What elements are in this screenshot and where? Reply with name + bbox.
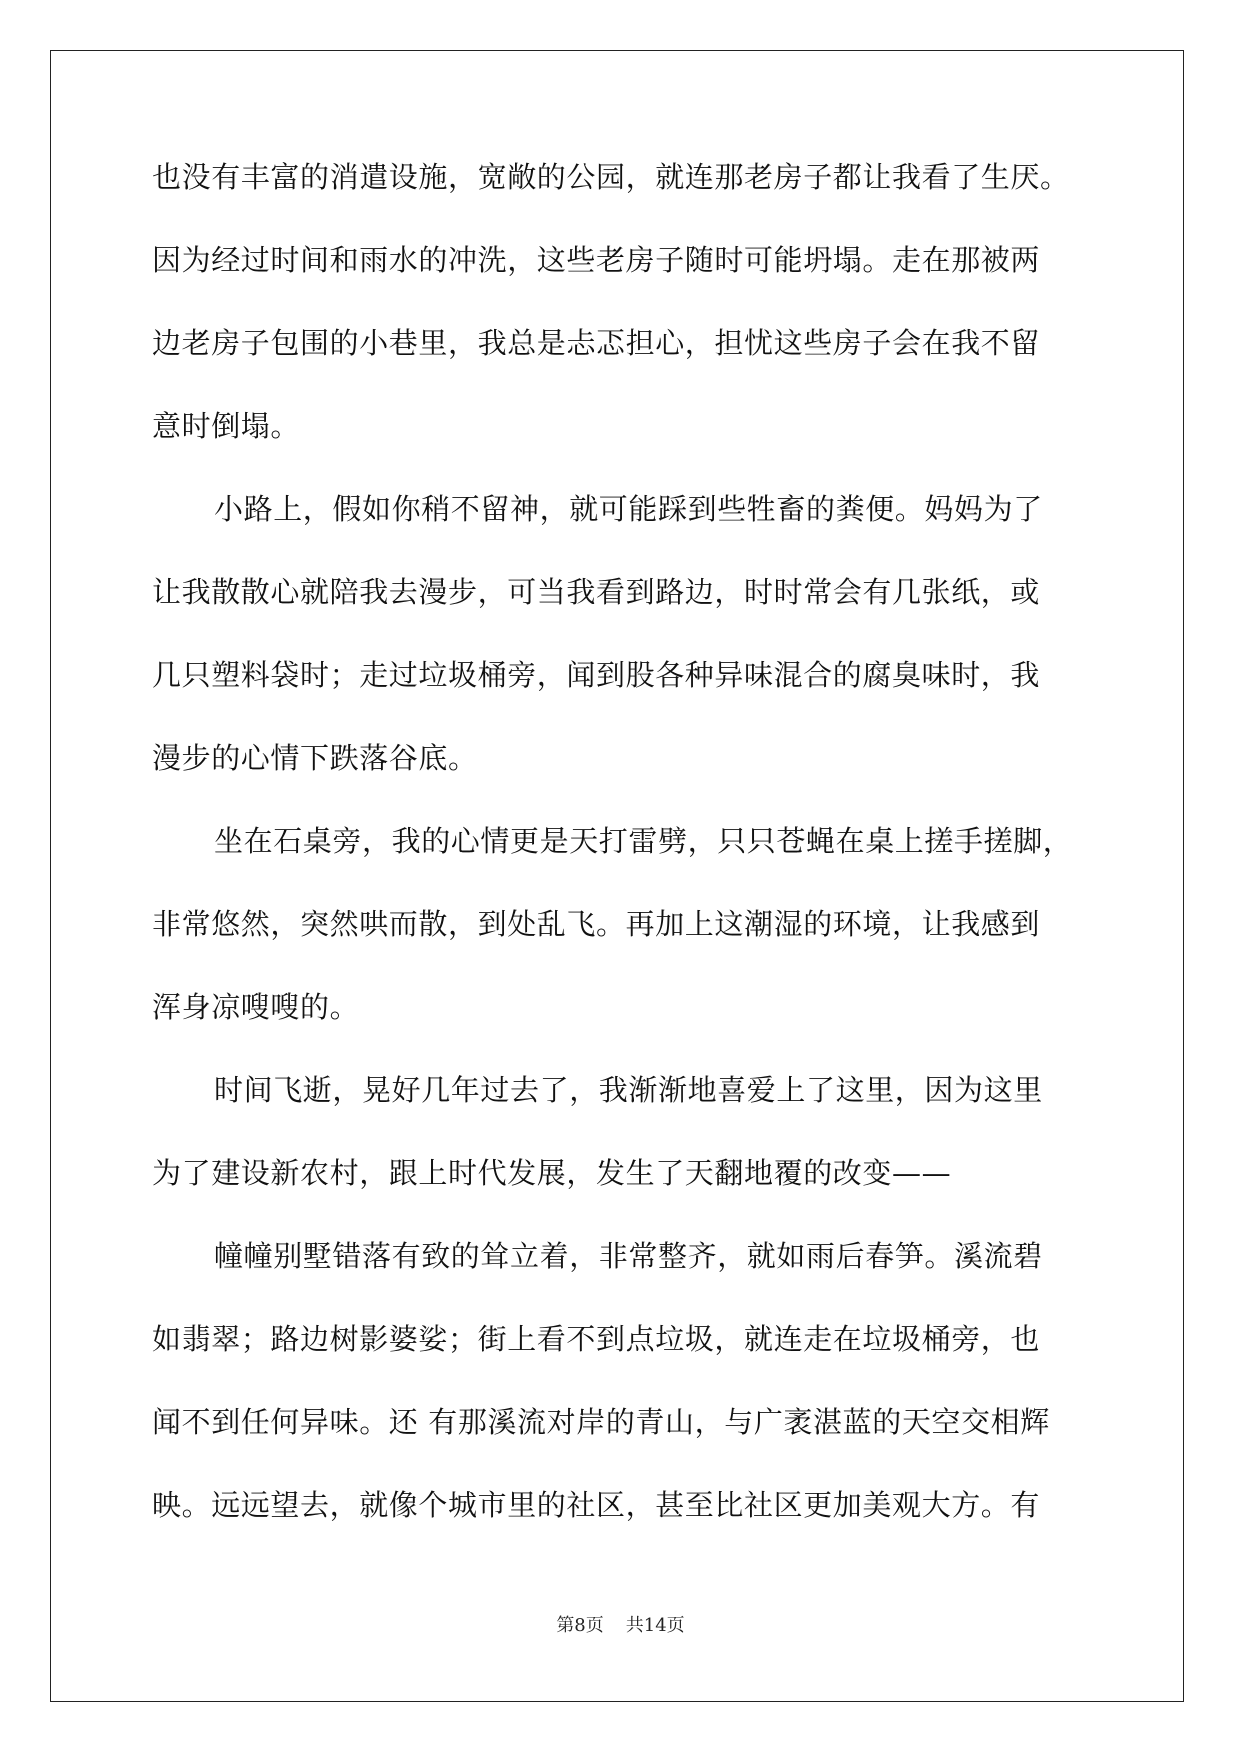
- text-line: 意时倒塌。: [152, 409, 301, 443]
- text-line: 坐在石桌旁，我的心情更是天打雷劈，只只苍蝇在桌上搓手搓脚，: [214, 824, 1073, 858]
- text-line: 也没有丰富的消遣设施，宽敞的公园，就连那老房子都让我看了生厌。: [152, 160, 1070, 194]
- text-line: 边老房子包围的小巷里，我总是忐忑担心，担忧这些房子会在我不留: [152, 326, 1041, 360]
- text-line: 为了建设新农村，跟上时代发展，发生了天翻地覆的改变——: [152, 1156, 952, 1190]
- text-line: 让我散散心就陪我去漫步，可当我看到路边，时时常会有几张纸，或: [152, 575, 1041, 609]
- page-total: 共14页: [625, 1615, 685, 1636]
- text-line: 因为经过时间和雨水的冲洗，这些老房子随时可能坍塌。走在那被两: [152, 243, 1041, 277]
- page-number: 第8页: [556, 1615, 604, 1636]
- text-line: 浑身凉嗖嗖的。: [152, 990, 360, 1024]
- text-line: 映。远远望去，就像个城市里的社区，甚至比社区更加美观大方。有: [152, 1488, 1041, 1522]
- text-line: 幢幢别墅错落有致的耸立着，非常整齐，就如雨后春笋。溪流碧: [214, 1239, 1043, 1273]
- text-line: 闻不到任何异味。还 有那溪流对岸的青山，与广袤湛蓝的天空交相辉: [152, 1405, 1050, 1439]
- page-footer: [0, 1614, 1241, 1638]
- text-line: 非常悠然，突然哄而散，到处乱飞。再加上这潮湿的环境，让我感到: [152, 907, 1041, 941]
- document-body: [152, 160, 1092, 1571]
- text-line: 小路上，假如你稍不留神，就可能踩到些牲畜的粪便。妈妈为了: [214, 492, 1043, 526]
- text-line: 时间飞逝，晃好几年过去了，我渐渐地喜爱上了这里，因为这里: [214, 1073, 1043, 1107]
- text-line: 如翡翠；路边树影婆娑；街上看不到点垃圾，就连走在垃圾桶旁，也: [152, 1322, 1041, 1356]
- text-line: 漫步的心情下跌落谷底。: [152, 741, 478, 775]
- text-line: 几只塑料袋时；走过垃圾桶旁，闻到股各种异味混合的腐臭味时，我: [152, 658, 1041, 692]
